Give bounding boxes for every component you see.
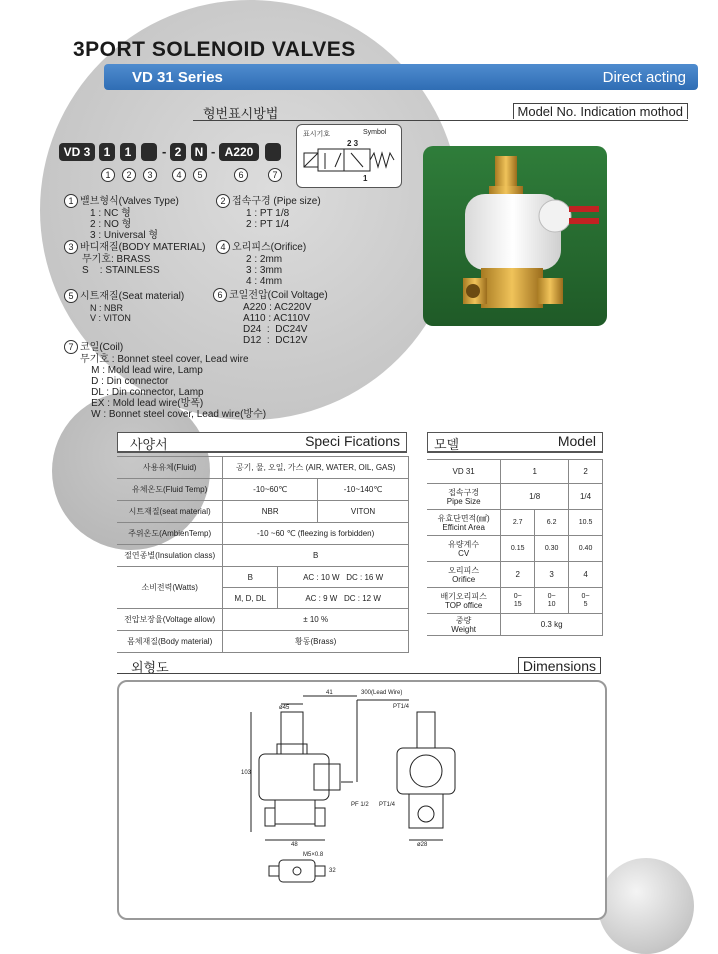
spec-table <box>117 456 409 653</box>
table-cell: 2.7 <box>501 510 535 536</box>
code-box: N <box>191 143 207 161</box>
table-cell: ± 10 % <box>223 609 409 631</box>
option-values: 2 : 2mm 3 : 3mm 4 : 4mm <box>246 254 283 287</box>
option-values: 1 : PT 1/8 2 : PT 1/4 <box>246 208 290 230</box>
option-heading: 코일(Coil) <box>80 342 124 353</box>
option-values: N : NBR V : VITON <box>90 303 131 323</box>
table-cell: 오리피스 Orifice <box>427 562 501 588</box>
table-row <box>117 631 409 653</box>
model-code <box>59 143 289 163</box>
divider <box>193 120 688 121</box>
table-cell <box>278 567 409 588</box>
code-dash: - <box>162 144 167 159</box>
series-mode: Direct acting <box>602 69 686 86</box>
option-body-material <box>64 240 206 276</box>
dim-label-48: 48 <box>291 842 298 848</box>
table-row <box>427 510 603 536</box>
watts-dc: DC : 12 W <box>344 593 381 603</box>
option-number: 2 <box>216 194 230 208</box>
table-cell: 3 <box>535 562 569 588</box>
table-cell: 사용유체(Fluid) <box>117 457 223 479</box>
table-row <box>427 614 603 636</box>
table-cell: 소비전력(Watts) <box>117 567 223 609</box>
divider <box>117 673 601 674</box>
table-cell: 0.15 <box>501 536 535 562</box>
option-number: 6 <box>234 168 248 182</box>
code-box <box>141 143 157 161</box>
model-header <box>427 432 603 453</box>
option-heading: 코일전압(Coil Voltage) <box>229 290 328 301</box>
symbol-port: 1 <box>363 174 368 183</box>
table-cell: M, D, DL <box>223 588 278 609</box>
dim-label-32: 32 <box>329 868 336 874</box>
table-cell: 0~ 5 <box>569 588 603 614</box>
option-number: 5 <box>64 289 78 303</box>
spec-header <box>117 432 407 453</box>
table-row <box>117 479 409 501</box>
option-values: A220 : AC220V A110 : AC110V D24 : DC24V D12 : DC12V <box>243 302 312 346</box>
option-number: 4 <box>172 168 186 182</box>
page-title: 3PORT SOLENOID VALVES <box>73 38 356 61</box>
symbol-label-en: Symbol <box>363 129 387 136</box>
option-number: 4 <box>216 240 230 254</box>
code-box <box>265 143 281 161</box>
table-cell: 유량계수 CV <box>427 536 501 562</box>
table-cell: 몸체재질(Body material) <box>117 631 223 653</box>
option-values: 무기호: BRASS S : STAINLESS <box>82 254 160 276</box>
table-cell: 절연종별(Insulation class) <box>117 545 223 567</box>
table-cell: 유효단면적(㎟) Efficint Area <box>427 510 501 536</box>
table-cell: 접속구경 Pipe Size <box>427 484 501 510</box>
option-coil <box>64 340 266 420</box>
table-row <box>427 536 603 562</box>
table-row <box>117 609 409 631</box>
option-number: 7 <box>64 340 78 354</box>
series-name: VD 31 Series <box>132 69 223 86</box>
table-cell: VITON <box>318 501 409 523</box>
dim-label-pt-top: PT1/4 <box>393 704 410 710</box>
product-photo <box>423 146 607 326</box>
table-cell: 2 <box>501 562 535 588</box>
code-dash: - <box>211 144 216 159</box>
dim-label-103: 103 <box>241 770 252 776</box>
option-heading: 밸브형식(Valves Type) <box>80 196 179 207</box>
table-cell: 2 <box>569 460 603 484</box>
code-box: 1 <box>120 143 136 161</box>
dim-label-phi45: ø45 <box>279 705 290 711</box>
watts-ac: AC : 9 W <box>305 593 338 603</box>
option-number: 6 <box>213 288 227 302</box>
table-cell: 황동(Brass) <box>223 631 409 653</box>
watts-ac: AC : 10 W <box>303 572 340 582</box>
table-cell: VD 31 <box>427 460 501 484</box>
table-cell: -10~60℃ <box>223 479 318 501</box>
option-number: 7 <box>268 168 282 182</box>
code-box: 1 <box>99 143 115 161</box>
table-row <box>117 523 409 545</box>
solenoid-symbol-icon <box>303 147 397 173</box>
option-number: 3 <box>143 168 157 182</box>
dimensions-header <box>117 657 601 674</box>
table-row <box>117 457 409 479</box>
table-cell: 공기, 물, 오일, 가스 (AIR, WATER, OIL, GAS) <box>223 457 409 479</box>
option-pipe-size <box>216 194 321 230</box>
table-cell: 배기오리피스 TOP office <box>427 588 501 614</box>
table-cell <box>278 588 409 609</box>
symbol-box <box>296 124 402 188</box>
table-cell: 0~ 10 <box>535 588 569 614</box>
model-table <box>427 459 603 636</box>
table-cell: 시트재질(seat material) <box>117 501 223 523</box>
option-number: 1 <box>101 168 115 182</box>
option-values: 무기호 : Bonnet steel cover, Lead wire M : Mold lead wire, Lamp D : Din connector DL : Din connector, Lamp EX : Mold lead wire(방폭) W : Bonnet steel cover, Lead wire(방수) <box>80 354 267 420</box>
table-cell: 주위온도(AmbienTemp) <box>117 523 223 545</box>
indication-label-ko: 형번표시방법 <box>203 106 279 121</box>
table-cell: 1/8 <box>501 484 569 510</box>
option-heading: 시트재질(Seat material) <box>80 291 185 302</box>
table-cell: 0.30 <box>535 536 569 562</box>
model-label-ko: 모델 <box>434 437 460 452</box>
table-cell: 4 <box>569 562 603 588</box>
indication-header <box>193 103 688 119</box>
dimensions-label-ko: 외형도 <box>131 660 169 675</box>
valve-drawing-icon <box>119 682 605 918</box>
table-cell: 0.40 <box>569 536 603 562</box>
option-number: 5 <box>193 168 207 182</box>
spec-label-ko: 사양서 <box>130 437 168 452</box>
option-number: 2 <box>122 168 136 182</box>
table-row <box>427 562 603 588</box>
dimensions-drawing <box>117 680 607 920</box>
dim-label-pt-side: PT1/4 <box>379 802 396 808</box>
table-cell: 0~ 15 <box>501 588 535 614</box>
table-cell: 전압보장율(Voltage allow) <box>117 609 223 631</box>
background-circle <box>598 858 694 954</box>
table-cell: NBR <box>223 501 318 523</box>
dim-label-pf: PF 1/2 <box>351 802 369 808</box>
table-cell: B <box>223 545 409 567</box>
dim-label-phi28: ø28 <box>417 842 428 848</box>
table-row <box>427 484 603 510</box>
table-cell: -10~140℃ <box>318 479 409 501</box>
symbol-label-ko: 표시기호 <box>303 131 331 138</box>
option-coil-voltage <box>213 288 328 346</box>
code-box: VD 3 <box>59 143 95 161</box>
dimensions-label-en: Dimensions <box>518 657 601 674</box>
dim-label-m5: M5×0.8 <box>303 852 324 858</box>
table-row <box>117 545 409 567</box>
table-cell: 6.2 <box>535 510 569 536</box>
option-values: 1 : NC 형 2 : NO 형 3 : Universal 형 <box>90 208 159 241</box>
code-box: A220 <box>219 143 259 161</box>
spec-label-en: Speci Fications <box>305 433 400 449</box>
table-row <box>427 588 603 614</box>
option-number: 3 <box>64 240 78 254</box>
option-orifice <box>216 240 306 287</box>
table-row <box>427 460 603 484</box>
option-number: 1 <box>64 194 78 208</box>
table-cell: 0.3 kg <box>501 614 603 636</box>
dim-label-41: 41 <box>326 690 333 696</box>
model-label-en: Model <box>557 433 596 449</box>
table-cell: 10.5 <box>569 510 603 536</box>
table-cell: 1/4 <box>569 484 603 510</box>
table-cell: -10 ~60 ℃ (fleezing is forbidden) <box>223 523 409 545</box>
table-row <box>117 567 409 588</box>
option-valves-type <box>64 194 179 241</box>
table-cell: 1 <box>501 460 569 484</box>
option-heading: 바디재질(BODY MATERIAL) <box>80 242 206 253</box>
table-cell: 유체온도(Fluid Temp) <box>117 479 223 501</box>
valve-image <box>423 146 607 326</box>
option-heading: 접속구경 (Pipe size) <box>232 196 321 207</box>
option-seat-material <box>64 289 184 323</box>
symbol-ports: 2 3 <box>347 139 359 148</box>
table-cell: 중량 Weight <box>427 614 501 636</box>
code-box: 2 <box>170 143 186 161</box>
table-cell: B <box>223 567 278 588</box>
option-heading: 오리피스(Orifice) <box>232 242 307 253</box>
watts-dc: DC : 16 W <box>346 572 384 582</box>
indication-label-en: Model No. Indication mothod <box>513 103 688 119</box>
dim-label-lead: 300(Lead Wire) <box>361 690 403 696</box>
table-row <box>117 501 409 523</box>
